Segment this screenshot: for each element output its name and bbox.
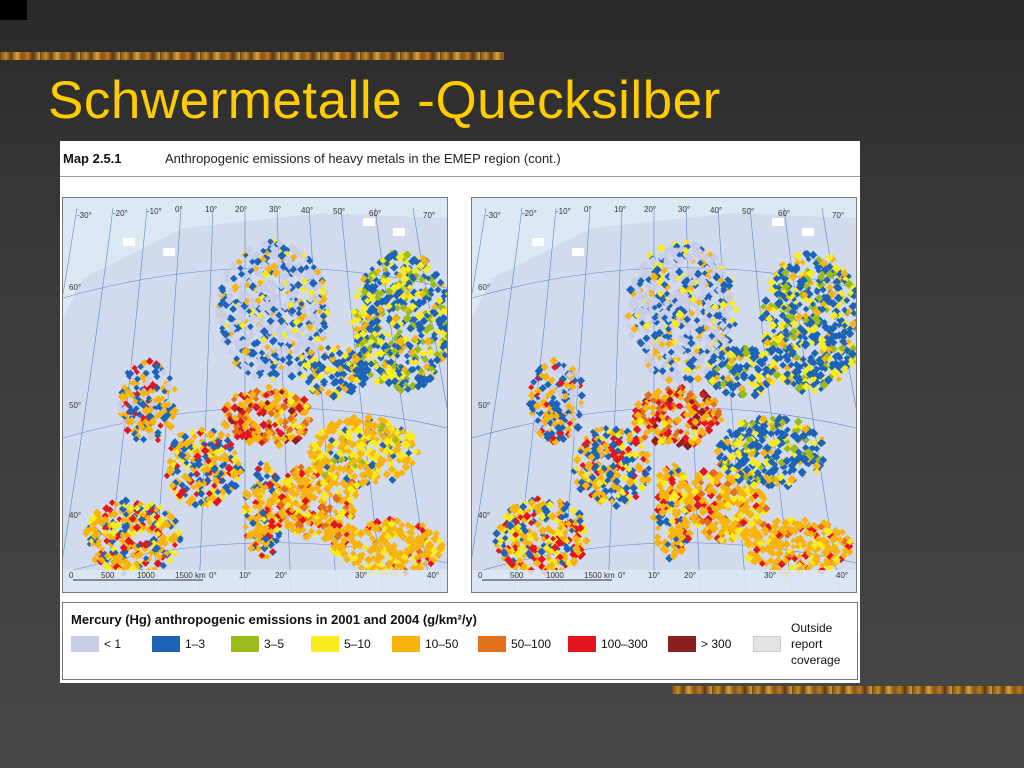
scale-label: 10° xyxy=(239,571,252,580)
emissions-map-2004 xyxy=(472,198,856,592)
map-panel-2004 xyxy=(471,197,857,593)
scale-label: 1500 km xyxy=(175,571,206,580)
decorative-strip-top xyxy=(0,52,504,60)
outside-coverage-patch xyxy=(363,218,375,226)
scale-label: 0° xyxy=(209,571,217,580)
longitude-label: 20° xyxy=(235,205,248,214)
longitude-label: 0° xyxy=(175,205,183,214)
map-figure xyxy=(60,141,860,683)
map-header xyxy=(60,141,860,177)
map-panel-2001 xyxy=(62,197,448,593)
longitude-label: 30° xyxy=(269,205,282,214)
slide-title: Schwermetalle -Quecksilber xyxy=(48,71,721,130)
corner-block xyxy=(0,0,27,20)
latitude-label: 50° xyxy=(69,401,82,410)
scale-label: 1000 xyxy=(137,571,155,580)
scale-backdrop xyxy=(63,570,447,592)
longitude-label: -10° xyxy=(147,207,162,216)
scale-label: 30° xyxy=(355,571,368,580)
longitude-label: 10° xyxy=(205,205,218,214)
longitude-label: -20° xyxy=(113,209,128,218)
emissions-map-2001 xyxy=(63,198,447,592)
outside-coverage-patch xyxy=(123,238,135,246)
outside-coverage-patch xyxy=(163,248,175,256)
map-caption: Anthropogenic emissions of heavy metals in the EMEP region (cont.) xyxy=(165,151,561,166)
decorative-strip-bottom xyxy=(672,686,1024,694)
latitude-label: 40° xyxy=(69,511,82,520)
scale-label: 0 xyxy=(69,571,74,580)
outside-coverage-patch xyxy=(393,228,405,236)
scale-label: 500 xyxy=(101,571,115,580)
latitude-label: 60° xyxy=(69,283,82,292)
map-number: Map 2.5.1 xyxy=(63,151,122,166)
longitude-label: 40° xyxy=(301,206,314,215)
longitude-label: -30° xyxy=(77,211,92,220)
longitude-label: 50° xyxy=(333,207,346,216)
scale-label: 20° xyxy=(275,571,288,580)
longitude-label: 60° xyxy=(369,209,382,218)
scale-label: 40° xyxy=(427,571,440,580)
longitude-label: 70° xyxy=(423,211,436,220)
